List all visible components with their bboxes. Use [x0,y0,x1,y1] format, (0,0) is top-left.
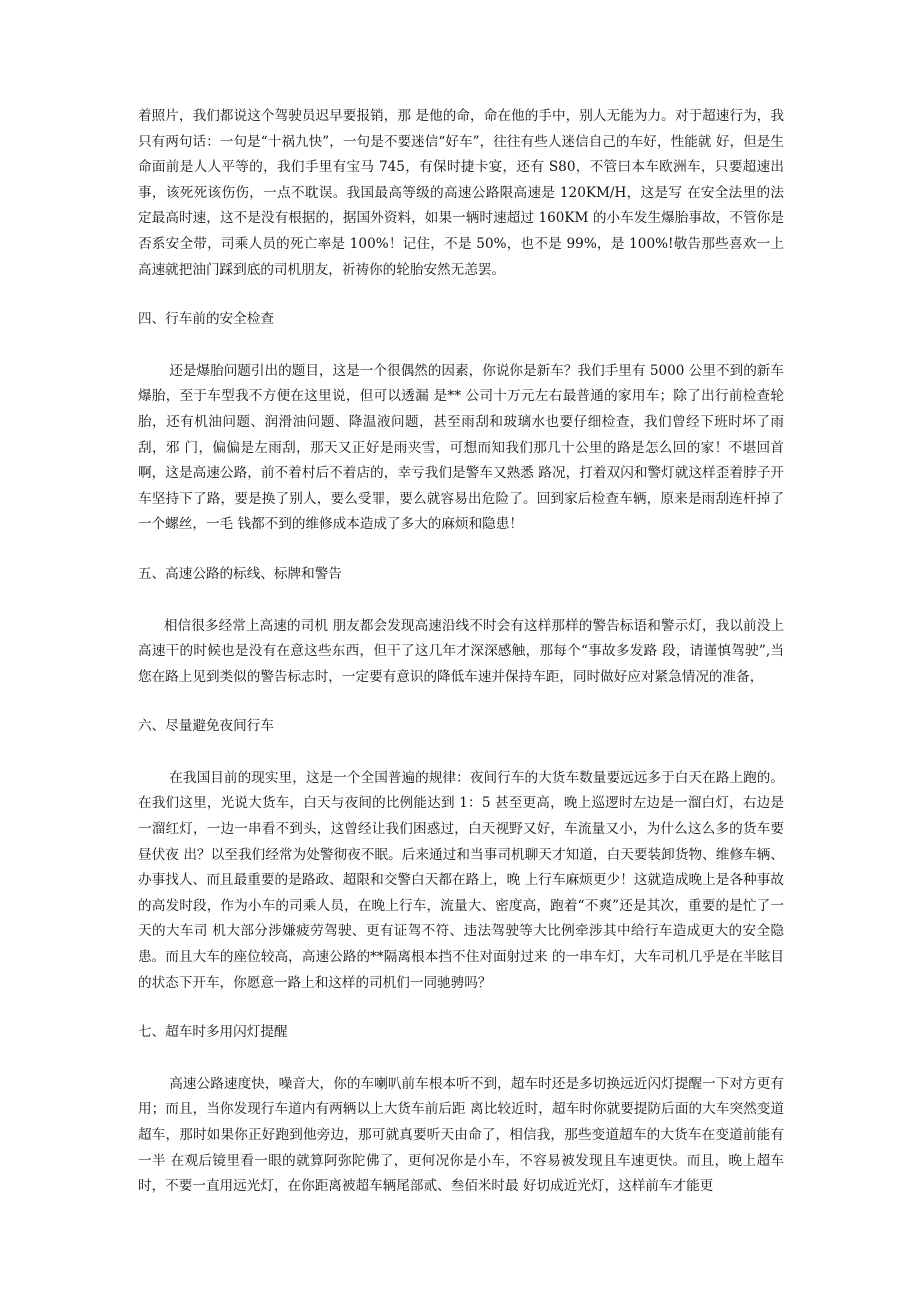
paragraph-spacer [138,538,784,562]
paragraph-spacer [138,690,784,714]
section-paragraph-7: 高速公路速度快，噪音大，你的车喇叭前车根本听不到，超车时还是多切换远近闪灯提醒一下对方更有用；而且，当你发现行车道内有两辆以上大货车前后距 离比较近时，超车时你就要提防后面的大车突然变道超车，那时如果你正好跑到他旁边，那可就真要听天由命了，相信我，那些变道超车的大货车在变道前能有一半 在观后镜里看一眼的就算阿弥陀佛了，更何况你是小车，不容易被发现且车速更快。而且，晚上超车时，不要一直用远光灯，在你距离被超车辆尾部贰、叁佰米时最 好切成近光灯，这样前车才能更 [138,1075,784,1195]
section-heading-7: 七、超车时多用闪灯提醒 [138,1024,288,1041]
paragraph-spacer [138,996,784,1020]
heading-spacer [138,1046,784,1072]
section-paragraph-5: 相信很多经常上高速的司机 朋友都会发现高速沿线不时会有这样那样的警告标语和警示灯，我以前没上高速干的时候也是没有在意这些东西，但干了这几年才深深感触，那每个“事故多发路 段，请谨慎驾驶”,当您在路上见到类似的警告标志时，一定要有意识的降低车速并保持车距，同时做好应对紧急情况的准备， [138,617,784,685]
section-heading-5: 五、高速公路的标线、标牌和警告 [138,565,342,582]
paragraph-spacer [138,283,784,307]
document-page [138,104,784,1200]
section-paragraph-4: 还是爆胎问题引出的题目，这是一个很偶然的因素，你说你是新车？我们手里有 5000 公里不到的新车爆胎，至于车型我不方便在这里说，但可以透漏 是** 公司十万元左右最普通的家用车；除了出行前检查轮胎，还有机油问题、润滑油问题、降温液问题，甚至雨刮和玻璃水也要仔细检查，我们曾经下班时坏了雨刮，邪 门，偏偏是左雨刮，那天又正好是雨夹雪，可想而知我们那几十公里的路是怎么回的家！不堪回首啊，这是高速公路，前不着村后不着店的，幸亏我们是警车又熟悉 路况，打着双闪和警灯就这样歪着脖子开车坚持下了路，要是换了别人，要么受罪，要么就容易出危险了。回到家后检查车辆，原来是雨刮连杆掉了一个螺丝，一毛 钱都不到的维修成本造成了多大的麻烦和隐患！ [138,362,784,533]
heading-spacer [138,588,784,614]
section-heading-6: 六、尽量避免夜间行车 [138,718,274,735]
heading-spacer [138,740,784,766]
heading-spacer [138,333,784,359]
intro-paragraph: 着照片，我们都说这个驾驶员迟早要报销，那 是他的命，命在他的手中，别人无能为力。对于超速行为，我只有两句话：一句是“十祸九快”，一句是不要迷信“好车”，往往有些人迷信自己的车好，性能就 好，但是生命面前是人人平等的，我们手里有宝马 745，有保时捷卡宴，还有 S80，不管曰本车欧洲车，只要超速出事，该死死该伤伤，一点不耽误。我国最高等级的高速公路限高速是 120KM/H，这是写 在安全法里的法定最高时速，这不是没有根据的，据国外资料，如果一辆时速超过 160KM 的小车发生爆胎事故，不管你是否系安全带，司乘人员的死亡率是 100%！记住，不是 50%，也不是 99%，是 100%!敬告那些喜欢一上高速就把油门踩到底的司机朋友，祈祷你的轮胎安然无恙罢。 [138,108,784,278]
section-paragraph-6: 在我国目前的现实里，这是一个全国普遍的规律：夜间行车的大货车数量要远远多于白天在路上跑的。在我们这里，光说大货车，白天与夜间的比例能达到 1：5 甚至更高，晚上巡逻时左边是一溜白灯，右边是一溜红灯，一边一串看不到头，这曾经让我们困惑过，白天视野又好，车流量又小，为什么这么多的货车要昼伏夜 出？以至我们经常为处警彻夜不眠。后来通过和当事司机聊天才知道，白天要装卸货物、维修车辆、办事找人、而且最重要的是路政、超限和交警白天都在路上，晚 上行车麻烦更少！这就造成晚上是各种事故的高发时段，作为小车的司乘人员，在晚上行车，流量大、密度高，跑着“不爽”还是其次，重要的是忙了一天的大车司 机大部分涉嫌疲劳驾驶、更有证驾不符、违法驾驶等大比例牵涉其中给行车造成更大的安全隐患。而且大车的座位较高，高速公路的**隔离根本挡不住对面射过来 的一串车灯，大车司机几乎是在半眩目的状态下开车，你愿意一路上和这样的司机们一同驰骋吗？ [138,769,784,991]
section-heading-4: 四、行车前的安全检查 [138,311,274,328]
